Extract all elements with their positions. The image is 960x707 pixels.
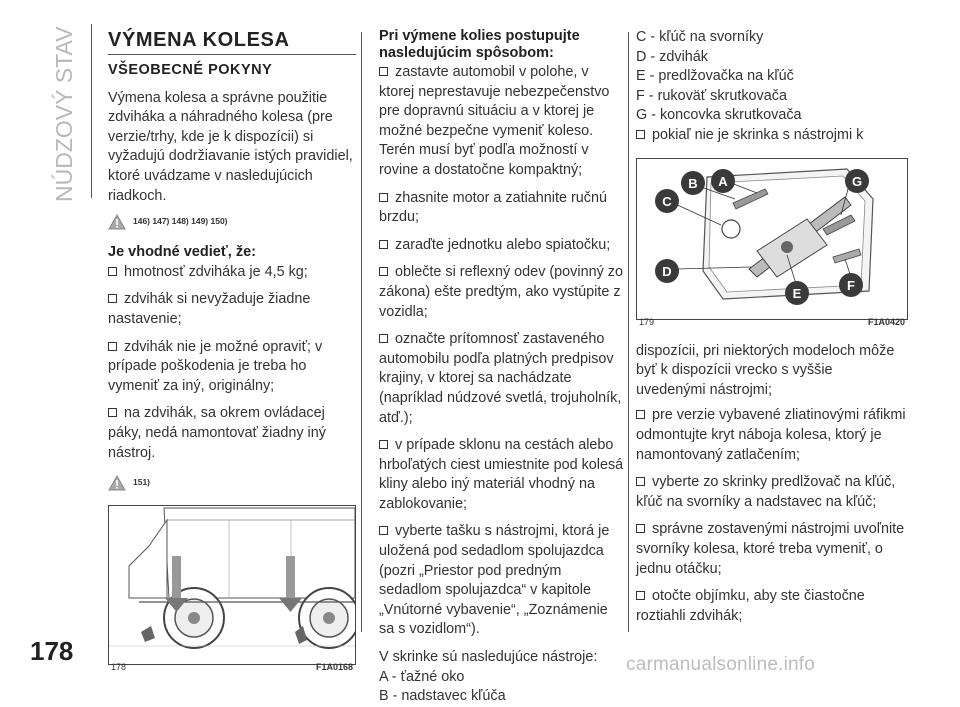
tool-item: D - zdvihák [636,48,708,65]
bullet-square-icon [636,477,645,486]
list-item: oblečte si reflexný odev (povinný zo zákona) ešte predtým, ako vystúpite z vozidla; [379,264,623,320]
page-number: 178 [30,636,74,666]
column-2 [379,28,626,707]
good-to-know-heading: Je vhodné vedieť, že: [108,243,256,260]
bullet-square-icon [379,193,388,202]
bullet-square-icon [379,267,388,276]
label-C: C [662,193,672,209]
tool-item: F - rukoväť skrutkovača [636,87,787,104]
bullet-square-icon [379,334,388,343]
title-underline [108,54,356,55]
figure-tool-kit [636,158,908,327]
tool-item: G - koncovka skrutkovača [636,107,802,124]
chapter-rule [91,24,92,198]
intro-paragraph: Výmena kolesa a správne použitie zdviháka a náhradného kolesa (pre verzie/trhy, kde je k dispozícii) si vyžadujú dodržiavanie istých pravidiel, ktoré uvádzame v nasledujúcich riadkoch. [108,89,353,204]
figure-number: 179 [639,316,655,327]
warning-triangle-icon [108,475,126,491]
tools-intro: V skrinke sú nasledujúce nástroje: [379,649,598,666]
list-item: v prípade sklonu na cestách alebo hrboľatých ciest umiestnite pod kolesá kliny alebo iný materiál vhodný na zablokovanie; [379,437,624,512]
list-item: správne zostavenými nástrojmi uvoľnite svorníky kolesa, ktoré treba vymeniť, o jednu otáčku; [636,521,905,577]
continuation-paragraph: dispozícii, pri niektorých modeloch môže byť k dispozícii vrecko s vyššie uvedenými nástrojmi; [636,342,895,398]
warning-triangle-icon [108,214,126,230]
section-title: VÝMENA KOLESA [108,29,290,51]
label-F: F [847,277,855,293]
list-item: pre verzie vybavené zliatinovými ráfikmi odmontujte kryt náboja kolesa, ktorý je namontovaný zatlačením; [636,407,906,463]
label-E: E [792,285,802,301]
bullet-square-icon [379,526,388,535]
chapter-side-tab-label: NÚDZOVÝ STAV [51,26,77,202]
tool-item: A - ťažné oko [379,668,465,685]
bullet-square-icon [636,130,645,139]
figure-code: F1A0168 [315,662,353,673]
label-A: A [718,173,728,189]
warning-reference [108,473,356,493]
tool-item: E - predlžovačka na kľúč [636,68,794,85]
warning-refs: 146) 147) 148) 149) 150) [133,216,228,227]
list-item: zdvihák nie je možné opraviť; v prípade poškodenia je treba ho vymeniť za iný, originálny; [108,338,323,394]
tool-item: B - nadstavec kľúča [379,688,506,705]
bullet-square-icon [636,524,645,533]
label-G: G [851,173,863,189]
list-item: na zdvihák, sa okrem ovládacej páky, nedá namontovať žiadny iný nástroj. [108,405,326,461]
figure-caption [637,312,907,333]
list-item: pokiaľ nie je skrinka s nástrojmi k [636,126,906,146]
figure-number: 178 [111,662,127,673]
van-jack-points-illustration [109,506,355,664]
list-item: vyberte zo skrinky predlžovač na kľúč, kľúč na svorníky a nadstavec na kľúč; [636,474,896,510]
list-item: zaraďte jednotku alebo spiatočku; [379,236,626,256]
procedure-heading: Pri výmene kolies postupujte nasledujúcim spôsobom: [379,28,580,61]
bullet-square-icon [379,440,388,449]
bullet-square-icon [108,267,117,276]
figure-van-jack-points [108,505,356,673]
section-subtitle: VŠEOBECNÉ POKYNY [108,62,273,78]
figure-code: F1A0420 [867,316,905,327]
figure-caption [109,657,355,678]
tool-kit-illustration [637,159,907,319]
column-divider [628,32,629,632]
bullet-square-icon [636,591,645,600]
bullet-square-icon [379,67,388,76]
bullet-square-icon [379,240,388,249]
bullet-square-icon [108,408,117,417]
warning-reference [108,212,356,232]
bullet-square-icon [108,294,117,303]
tool-item: C - kľúč na svorníky [636,29,764,45]
bullet-square-icon [636,410,645,419]
bullet-square-icon [108,342,117,351]
list-item: vyberte tašku s nástrojmi, ktorá je uložená pod sedadlom spolujazdca (pozri „Priestor pod predným sedadlom spolujazdca“ v kapitole „Vnútorné vybavenie“, „Zoznámenie sa s vozidlom“). [379,523,610,638]
list-item: zastavte automobil v polohe, v ktorej neprestavuje nebezpečenstvo pre dopravnú situáciu a v ktorej je možné bezpečne vymeniť koleso. Terén musí byť podľa možností v rovine a dostatočne kompaktný; [379,64,610,178]
column-1 [108,28,356,673]
column-3 [636,28,906,634]
list-item: hmotnosť zdviháka je 4,5 kg; [108,263,356,283]
column-divider [361,32,362,632]
list-item: otočte objímku, aby ste čiastočne roztiahli zdvihák; [636,588,865,624]
label-B: B [688,175,698,191]
warning-refs: 151) [133,477,151,488]
list-item: označte prítomnosť zastaveného automobilu podľa platných predpisov krajiny, v ktorej sa nachádzate (napríklad núdzové svetlá, trojuholník, atď.); [379,331,622,426]
chapter-side-tab [48,24,78,204]
label-D: D [662,263,672,279]
list-item: zhasnite motor a zatiahnite ručnú brzdu; [379,189,607,226]
list-item: zdvihák si nevyžaduje žiadne nastavenie; [108,291,311,327]
watermark: carmanualsonline.info [626,654,816,675]
